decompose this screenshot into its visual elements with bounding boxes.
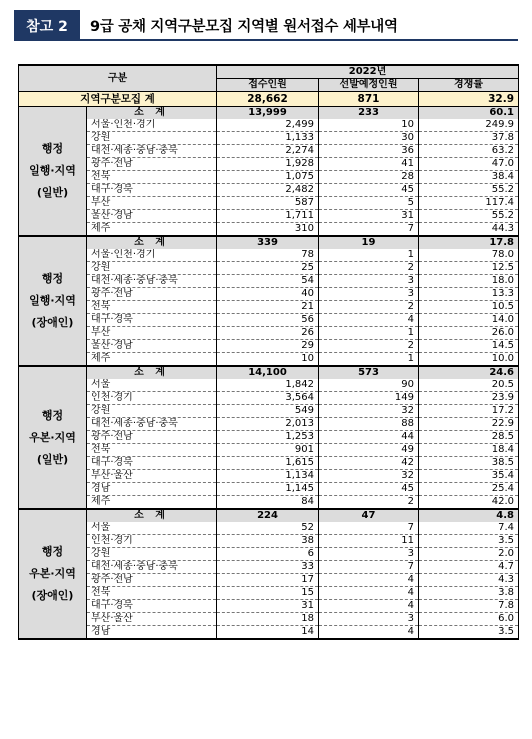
ratio-cell: 26.0 bbox=[419, 327, 519, 340]
title-badge: 참고 2 bbox=[14, 10, 80, 41]
applicants-cell: 17 bbox=[217, 574, 319, 587]
ratio-cell: 23.9 bbox=[419, 392, 519, 405]
planned-cell: 4 bbox=[319, 587, 419, 600]
planned-cell: 3 bbox=[319, 288, 419, 301]
applicants-cell: 1,842 bbox=[217, 379, 319, 392]
region-cell: 서울·인천·경기 bbox=[87, 119, 217, 132]
region-cell: 서울·인천·경기 bbox=[87, 249, 217, 262]
ratio-cell: 117.4 bbox=[419, 197, 519, 210]
header-ratio: 경쟁률 bbox=[419, 79, 519, 92]
applicants-cell: 15 bbox=[217, 587, 319, 600]
planned-cell: 1 bbox=[319, 249, 419, 262]
applicants-cell: 84 bbox=[217, 496, 319, 510]
table-row bbox=[19, 418, 519, 431]
planned-cell: 32 bbox=[319, 405, 419, 418]
applicants-cell: 1,928 bbox=[217, 158, 319, 171]
planned-cell: 36 bbox=[319, 145, 419, 158]
total-applicants: 28,662 bbox=[217, 92, 319, 107]
applicants-cell: 14 bbox=[217, 626, 319, 640]
region-cell: 제주 bbox=[87, 223, 217, 237]
table-row bbox=[19, 145, 519, 158]
subtotal-ratio: 4.8 bbox=[419, 509, 519, 522]
table-row bbox=[19, 288, 519, 301]
table-row bbox=[19, 535, 519, 548]
ratio-cell: 55.2 bbox=[419, 184, 519, 197]
subtotal-row bbox=[19, 509, 519, 522]
planned-cell: 49 bbox=[319, 444, 419, 457]
title-bar bbox=[14, 10, 518, 41]
planned-cell: 90 bbox=[319, 379, 419, 392]
ratio-cell: 35.4 bbox=[419, 470, 519, 483]
planned-cell: 2 bbox=[319, 301, 419, 314]
applicants-cell: 40 bbox=[217, 288, 319, 301]
table-row bbox=[19, 262, 519, 275]
applicants-cell: 52 bbox=[217, 522, 319, 535]
ratio-cell: 10.0 bbox=[419, 353, 519, 367]
region-cell: 대전·세종·충남·충북 bbox=[87, 145, 217, 158]
applicants-cell: 2,274 bbox=[217, 145, 319, 158]
planned-cell: 10 bbox=[319, 119, 419, 132]
table-row bbox=[19, 340, 519, 353]
applicants-cell: 56 bbox=[217, 314, 319, 327]
subtotal-ratio: 60.1 bbox=[419, 107, 519, 120]
total-row bbox=[19, 92, 519, 107]
planned-cell: 44 bbox=[319, 431, 419, 444]
region-cell: 전북 bbox=[87, 587, 217, 600]
subtotal-row bbox=[19, 236, 519, 249]
region-cell: 강원 bbox=[87, 132, 217, 145]
planned-cell: 32 bbox=[319, 470, 419, 483]
region-cell: 대구·경북 bbox=[87, 314, 217, 327]
group-label bbox=[19, 236, 87, 366]
ratio-cell: 14.5 bbox=[419, 340, 519, 353]
subtotal-row bbox=[19, 366, 519, 379]
table-row bbox=[19, 522, 519, 535]
region-cell: 대전·세종·충남·충북 bbox=[87, 561, 217, 574]
ratio-cell: 42.0 bbox=[419, 496, 519, 510]
table-row bbox=[19, 210, 519, 223]
region-cell: 울산·경남 bbox=[87, 340, 217, 353]
ratio-cell: 7.4 bbox=[419, 522, 519, 535]
applicants-cell: 587 bbox=[217, 197, 319, 210]
group-label bbox=[19, 366, 87, 509]
region-cell: 부산·울산 bbox=[87, 613, 217, 626]
group-label-line: 행정 bbox=[41, 545, 64, 558]
planned-cell: 4 bbox=[319, 574, 419, 587]
ratio-cell: 13.3 bbox=[419, 288, 519, 301]
header-applicants: 접수인원 bbox=[217, 79, 319, 92]
table-row bbox=[19, 223, 519, 237]
header-year: 2022년 bbox=[217, 65, 519, 79]
applicants-cell: 1,075 bbox=[217, 171, 319, 184]
ratio-cell: 249.9 bbox=[419, 119, 519, 132]
region-cell: 광주·전남 bbox=[87, 288, 217, 301]
applicants-cell: 33 bbox=[217, 561, 319, 574]
planned-cell: 149 bbox=[319, 392, 419, 405]
region-cell: 강원 bbox=[87, 262, 217, 275]
header-planned: 선발예정인원 bbox=[319, 79, 419, 92]
subtotal-planned: 233 bbox=[319, 107, 419, 120]
ratio-cell: 18.4 bbox=[419, 444, 519, 457]
region-cell: 전북 bbox=[87, 444, 217, 457]
table-row bbox=[19, 171, 519, 184]
planned-cell: 7 bbox=[319, 561, 419, 574]
planned-cell: 11 bbox=[319, 535, 419, 548]
ratio-cell: 47.0 bbox=[419, 158, 519, 171]
planned-cell: 1 bbox=[319, 327, 419, 340]
group-label-line: 일행·지역 bbox=[29, 294, 76, 307]
group-label-line: 행정 bbox=[41, 272, 64, 285]
ratio-cell: 14.0 bbox=[419, 314, 519, 327]
table-row bbox=[19, 496, 519, 510]
applicants-cell: 21 bbox=[217, 301, 319, 314]
applicants-cell: 54 bbox=[217, 275, 319, 288]
table-row bbox=[19, 548, 519, 561]
planned-cell: 45 bbox=[319, 483, 419, 496]
group-label-line: (일반) bbox=[36, 452, 69, 466]
ratio-cell: 3.8 bbox=[419, 587, 519, 600]
planned-cell: 4 bbox=[319, 626, 419, 640]
table-row bbox=[19, 626, 519, 640]
applicants-cell: 2,482 bbox=[217, 184, 319, 197]
subtotal-label: 소 계 bbox=[87, 107, 217, 120]
header-category: 구분 bbox=[19, 65, 217, 92]
table-row bbox=[19, 353, 519, 367]
region-cell: 인천·경기 bbox=[87, 392, 217, 405]
table-row bbox=[19, 275, 519, 288]
planned-cell: 1 bbox=[319, 353, 419, 367]
subtotal-label: 소 계 bbox=[87, 509, 217, 522]
region-cell: 광주·전남 bbox=[87, 574, 217, 587]
ratio-cell: 20.5 bbox=[419, 379, 519, 392]
ratio-cell: 38.5 bbox=[419, 457, 519, 470]
applicants-cell: 31 bbox=[217, 600, 319, 613]
total-ratio: 32.9 bbox=[419, 92, 519, 107]
applicants-cell: 1,133 bbox=[217, 132, 319, 145]
page-title: 9급 공채 지역구분모집 지역별 원서접수 세부내역 bbox=[90, 19, 398, 35]
ratio-cell: 28.5 bbox=[419, 431, 519, 444]
region-cell: 경남 bbox=[87, 626, 217, 640]
ratio-cell: 25.4 bbox=[419, 483, 519, 496]
subtotal-planned: 19 bbox=[319, 236, 419, 249]
application-table bbox=[18, 64, 519, 640]
table-row bbox=[19, 119, 519, 132]
region-cell: 강원 bbox=[87, 548, 217, 561]
subtotal-ratio: 17.8 bbox=[419, 236, 519, 249]
planned-cell: 2 bbox=[319, 262, 419, 275]
planned-cell: 88 bbox=[319, 418, 419, 431]
group-label-line: 우본·지역 bbox=[29, 567, 76, 580]
applicants-cell: 1,253 bbox=[217, 431, 319, 444]
region-cell: 부산·울산 bbox=[87, 470, 217, 483]
ratio-cell: 63.2 bbox=[419, 145, 519, 158]
applicants-cell: 38 bbox=[217, 535, 319, 548]
applicants-cell: 6 bbox=[217, 548, 319, 561]
applicants-cell: 549 bbox=[217, 405, 319, 418]
applicants-cell: 901 bbox=[217, 444, 319, 457]
region-cell: 전북 bbox=[87, 171, 217, 184]
region-cell: 서울 bbox=[87, 379, 217, 392]
planned-cell: 30 bbox=[319, 132, 419, 145]
table-row bbox=[19, 327, 519, 340]
table-row bbox=[19, 197, 519, 210]
applicants-cell: 1,615 bbox=[217, 457, 319, 470]
table-row bbox=[19, 431, 519, 444]
region-cell: 제주 bbox=[87, 496, 217, 510]
applicants-cell: 18 bbox=[217, 613, 319, 626]
group-label-line: 우본·지역 bbox=[29, 430, 76, 444]
applicants-cell: 2,499 bbox=[217, 119, 319, 132]
region-cell: 대구·경북 bbox=[87, 457, 217, 470]
planned-cell: 5 bbox=[319, 197, 419, 210]
applicants-cell: 1,711 bbox=[217, 210, 319, 223]
ratio-cell: 44.3 bbox=[419, 223, 519, 237]
ratio-cell: 4.7 bbox=[419, 561, 519, 574]
planned-cell: 45 bbox=[319, 184, 419, 197]
total-planned: 871 bbox=[319, 92, 419, 107]
region-cell: 전북 bbox=[87, 301, 217, 314]
region-cell: 제주 bbox=[87, 353, 217, 367]
group-label bbox=[19, 509, 87, 639]
planned-cell: 4 bbox=[319, 314, 419, 327]
applicants-cell: 78 bbox=[217, 249, 319, 262]
table-row bbox=[19, 249, 519, 262]
table-row bbox=[19, 613, 519, 626]
planned-cell: 4 bbox=[319, 600, 419, 613]
table-row bbox=[19, 483, 519, 496]
group-label-line: (장애인) bbox=[31, 589, 74, 602]
applicants-cell: 3,564 bbox=[217, 392, 319, 405]
subtotal-planned: 47 bbox=[319, 509, 419, 522]
applicants-cell: 26 bbox=[217, 327, 319, 340]
applicants-cell: 29 bbox=[217, 340, 319, 353]
applicants-cell: 25 bbox=[217, 262, 319, 275]
group-label bbox=[19, 107, 87, 237]
subtotal-planned: 573 bbox=[319, 366, 419, 379]
planned-cell: 7 bbox=[319, 522, 419, 535]
planned-cell: 28 bbox=[319, 171, 419, 184]
region-cell: 서울 bbox=[87, 522, 217, 535]
applicants-cell: 1,134 bbox=[217, 470, 319, 483]
region-cell: 광주·전남 bbox=[87, 431, 217, 444]
ratio-cell: 38.4 bbox=[419, 171, 519, 184]
group-label-line: 행정 bbox=[41, 408, 64, 422]
table-row bbox=[19, 405, 519, 418]
subtotal-applicants: 339 bbox=[217, 236, 319, 249]
planned-cell: 3 bbox=[319, 548, 419, 561]
ratio-cell: 37.8 bbox=[419, 132, 519, 145]
planned-cell: 41 bbox=[319, 158, 419, 171]
table-row bbox=[19, 392, 519, 405]
table-row bbox=[19, 379, 519, 392]
subtotal-ratio: 24.6 bbox=[419, 366, 519, 379]
title-underline bbox=[80, 39, 518, 41]
region-cell: 경남 bbox=[87, 483, 217, 496]
ratio-cell: 3.5 bbox=[419, 626, 519, 640]
ratio-cell: 17.2 bbox=[419, 405, 519, 418]
region-cell: 부산 bbox=[87, 327, 217, 340]
table-row bbox=[19, 184, 519, 197]
subtotal-applicants: 14,100 bbox=[217, 366, 319, 379]
applicants-cell: 310 bbox=[217, 223, 319, 237]
table-body bbox=[19, 92, 519, 640]
planned-cell: 31 bbox=[319, 210, 419, 223]
table-row bbox=[19, 600, 519, 613]
group-label-line: 일행·지역 bbox=[29, 164, 76, 177]
group-label-line: (장애인) bbox=[31, 316, 74, 329]
applicants-cell: 10 bbox=[217, 353, 319, 367]
applicants-cell: 2,013 bbox=[217, 418, 319, 431]
planned-cell: 3 bbox=[319, 275, 419, 288]
ratio-cell: 3.5 bbox=[419, 535, 519, 548]
ratio-cell: 4.3 bbox=[419, 574, 519, 587]
region-cell: 대구·경북 bbox=[87, 600, 217, 613]
region-cell: 강원 bbox=[87, 405, 217, 418]
table-row bbox=[19, 314, 519, 327]
subtotal-row bbox=[19, 107, 519, 120]
region-cell: 광주·전남 bbox=[87, 158, 217, 171]
subtotal-label: 소 계 bbox=[87, 366, 217, 379]
ratio-cell: 55.2 bbox=[419, 210, 519, 223]
subtotal-applicants: 224 bbox=[217, 509, 319, 522]
region-cell: 인천·경기 bbox=[87, 535, 217, 548]
group-label-line: (일반) bbox=[36, 186, 69, 199]
ratio-cell: 6.0 bbox=[419, 613, 519, 626]
ratio-cell: 18.0 bbox=[419, 275, 519, 288]
table-row bbox=[19, 561, 519, 574]
ratio-cell: 2.0 bbox=[419, 548, 519, 561]
table-row bbox=[19, 574, 519, 587]
table-row bbox=[19, 158, 519, 171]
ratio-cell: 10.5 bbox=[419, 301, 519, 314]
planned-cell: 7 bbox=[319, 223, 419, 237]
table-row bbox=[19, 470, 519, 483]
region-cell: 울산·경남 bbox=[87, 210, 217, 223]
applicants-cell: 1,145 bbox=[217, 483, 319, 496]
subtotal-applicants: 13,999 bbox=[217, 107, 319, 120]
planned-cell: 3 bbox=[319, 613, 419, 626]
table-row bbox=[19, 444, 519, 457]
table-row bbox=[19, 587, 519, 600]
ratio-cell: 22.9 bbox=[419, 418, 519, 431]
region-cell: 부산 bbox=[87, 197, 217, 210]
planned-cell: 2 bbox=[319, 340, 419, 353]
subtotal-label: 소 계 bbox=[87, 236, 217, 249]
ratio-cell: 78.0 bbox=[419, 249, 519, 262]
table-row bbox=[19, 301, 519, 314]
table-row bbox=[19, 132, 519, 145]
region-cell: 대전·세종·충남·충북 bbox=[87, 418, 217, 431]
ratio-cell: 12.5 bbox=[419, 262, 519, 275]
planned-cell: 2 bbox=[319, 496, 419, 510]
region-cell: 대전·세종·충남·충북 bbox=[87, 275, 217, 288]
planned-cell: 42 bbox=[319, 457, 419, 470]
ratio-cell: 7.8 bbox=[419, 600, 519, 613]
total-label: 지역구분모집 계 bbox=[19, 92, 217, 107]
region-cell: 대구·경북 bbox=[87, 184, 217, 197]
group-label-line: 행정 bbox=[41, 142, 64, 155]
table-row bbox=[19, 457, 519, 470]
